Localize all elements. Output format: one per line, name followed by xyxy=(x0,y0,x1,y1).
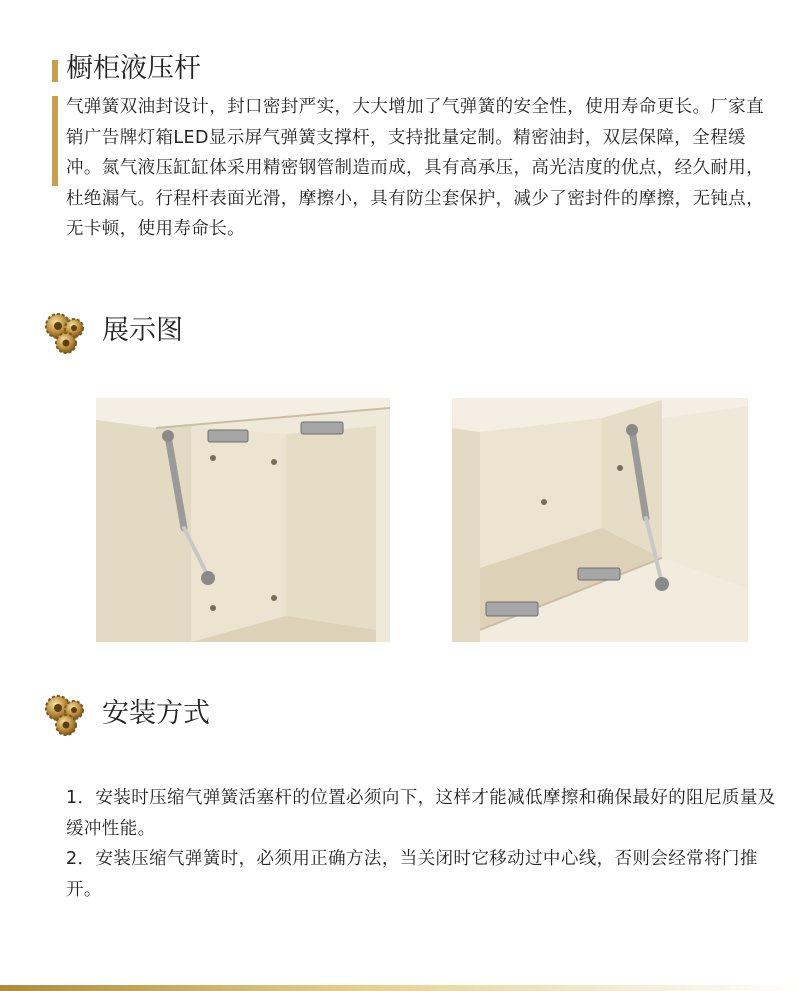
showcase-photo-2 xyxy=(452,398,748,642)
install-step-2: 2．安装压缩气弹簧时，必须用正确方法，当关闭时它移动过中心线，否则会经常将门推开。 xyxy=(66,849,758,900)
product-description: 气弹簧双油封设计，封口密封严实，大大增加了气弹簧的安全性，使用寿命更长。厂家直销广告牌灯箱LED显示屏气弹簧支撑杆，支持批量定制。精密油封，双层保障，全程缓冲。氮气液压缸缸体采用精密钢管制造而成，具有高承压，高光洁度的优点，经久耐用，杜绝漏气。行程杆表面光滑，摩擦小，具有防尘套保护，减少了密封件的摩擦，无钝点，无卡顿，使用寿命长。 xyxy=(66,97,765,239)
page-title: 橱柜液压杆 xyxy=(66,53,201,84)
showcase-photo-1 xyxy=(96,398,390,642)
gold-gears-icon xyxy=(40,690,88,738)
bottom-divider xyxy=(0,985,800,991)
install-steps xyxy=(66,783,778,905)
gold-gears-icon xyxy=(40,308,88,356)
description-accent-bar xyxy=(52,96,58,186)
install-step-1: 1．安装时压缩气弹簧活塞杆的位置必须向下，这样才能减低摩擦和确保最好的阻尼质量及缓冲性能。 xyxy=(66,788,776,839)
section-title-showcase: 展示图 xyxy=(102,315,183,346)
section-title-install: 安装方式 xyxy=(102,698,210,729)
title-accent-bar xyxy=(52,60,58,82)
